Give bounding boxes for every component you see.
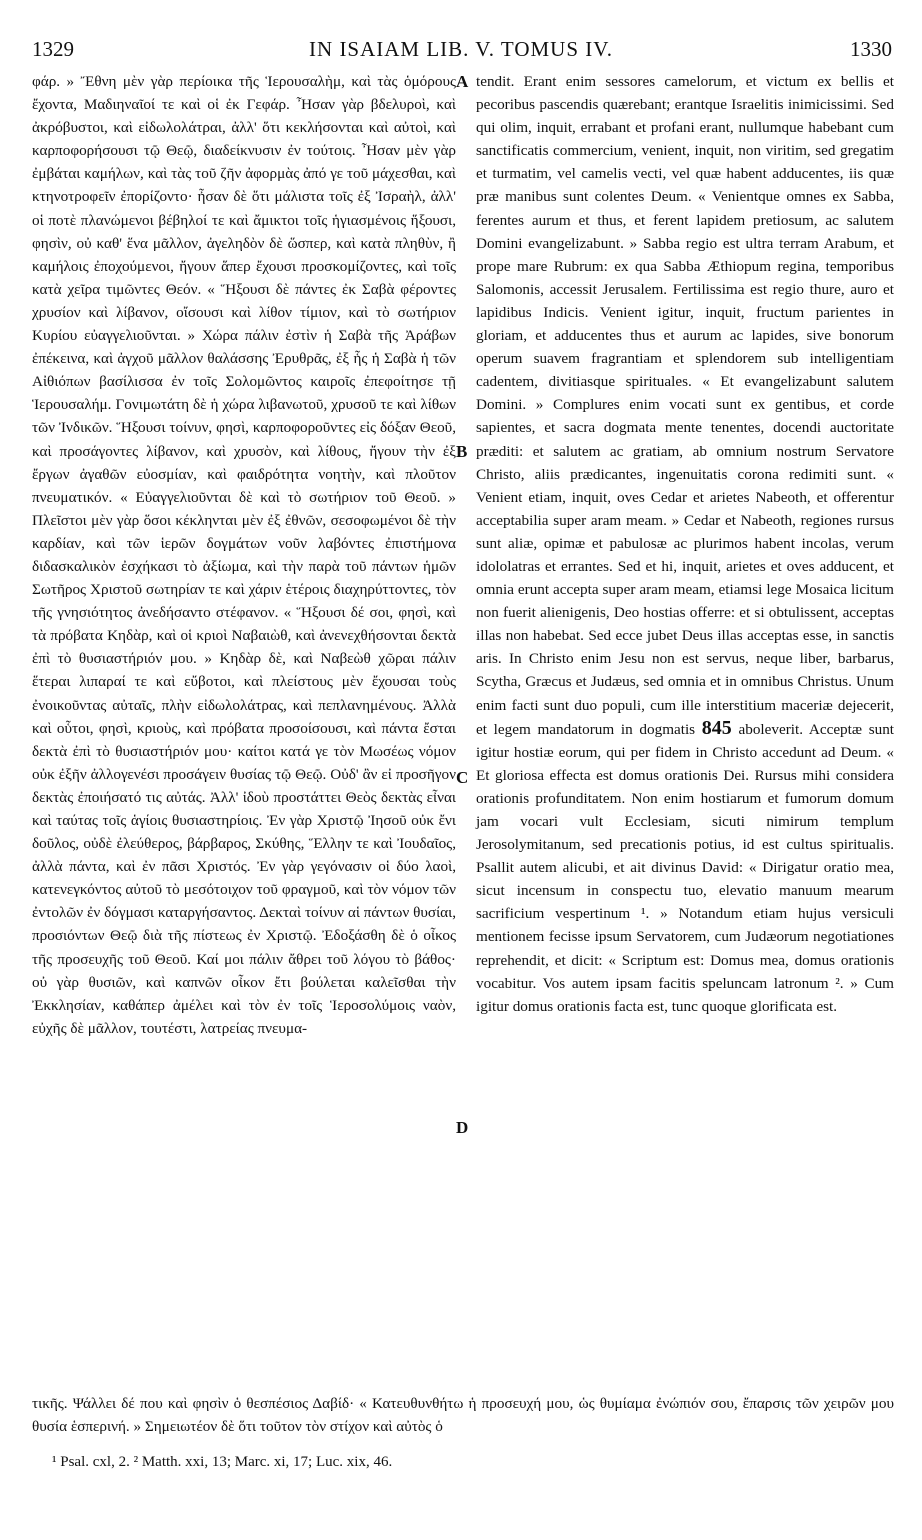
footnotes: ¹ Psal. cxl, 2. ² Matth. xxi, 13; Marc. xi, 17; Luc. xix, 46. [52,1454,393,1470]
greek-text: φάρ. » Ἔθνη μὲν γὰρ περίοικα τῆς Ἱερουσαλὴμ, καὶ τὰς ὁμόρους ἔχοντα, Μαδιηναῖοί τε καὶ οἱ ἐκ Γεφάρ. Ἦσαν γὰρ βδελυροὶ, καὶ ἀκρόβυστοι, καὶ εἰδωλολάτραι, ἀλλ' ὅτι κεκλήσονται καὶ αὐτοὶ, καὶ καρποφορήσουσι τῷ Θεῷ, διαδείκνυσιν ἐν τούτοις. Ἦσαν μὲν γὰρ ἐμβάται καμήλων, καὶ τὰς τοῦ ζῆν ἀφορμὰς ἀπό γε τοῦ μάχεσθαι, καὶ κτηνοτροφεῖν ἐπορίζοντο· ἦσαν δὲ ὅτι μάλιστα τοῖς ἐξ Ἰσραὴλ, ἀλλ' οἱ ποτὲ πλανώμενοι βέβηλοί τε καὶ ἄμικτοι τοῖς ἡγιασμένοις ἥξουσι, φησὶν, οὐ καθ' ἕνα μᾶλλον, ἀγεληδὸν δὲ ὥσπερ, καὶ κατὰ πληθὺν, ἢ καμήλοις ἐποχούμενοι, ἤγουν ἅπερ ἔχουσι προσκομίζοντες, καὶ τοῖς κατὰ χεῖρα τιμῶντες Θεόν. « Ἥξουσι δὲ πάντες ἐκ Σαβὰ φέροντες χρυσίον καὶ λίβανον, οἴσουσι καὶ λίθον τίμιον, καὶ τὸ σωτήριον Κυρίου εὐαγγελιοῦνται. » Χώρα πάλιν ἐστὶν ἡ Σαβὰ τῆς Ἀράβων ἐπέκεινα, καὶ ἀγχοῦ μᾶλλον θαλάσσης Ἐρυθρᾶς, ἐξ ἧς ἡ Σαβὰ ἡ τῶν Αἰθιόπων βασίλισσα ἐν τοῖς Σολομῶντος καιροῖς ἐπεφοίτησε τῇ Ἱερουσαλήμ. Γονιμωτάτη δὲ ἡ χώρα λιβανωτοῦ, χρυσοῦ τε καὶ λίθων τῶν Ἰνδικῶν. Ἥξουσι τοίνυν, φησὶ, καρποφοροῦντες εἰς δόξαν Θεοῦ, καὶ προσάγοντες λίβανον, καὶ χρυσὸν, καὶ λίθους, ἤγουν τὴν ἐξ ἔργων ἀγαθῶν εὐοσμίαν, καὶ φαιδρότητα νοητὴν, καὶ πλοῦτον πνευματικόν. « Εὐαγγελιοῦνται δὲ καὶ τὸ σωτήριον τοῦ Θεοῦ. » Πλεῖστοι μὲν γὰρ ὅσοι κέκληνται μὲν ἐξ ἐθνῶν, σεσοφωμένοι δὲ τὴν καρδίαν, καὶ τῶν ἱερῶν δογμάτων νοῦν λαβόντες ἐπιστήμονα διδασκαλικὸν ἐσχήκασι τὸ ἀξίωμα, καὶ τὴν παρὰ τοῦ πάντων ἡμῶν Σωτῆρος Χριστοῦ σωτηρίαν τε καὶ χάριν ἑτέροις διαχηρύττοντες, τὸν τῆς γνησιότητος ἀνεδήσαντο στέφανον. « Ἥξουσι δέ σοι, φησὶ, καὶ τὰ πρόβατα Κηδὰρ, καὶ οἱ κριοὶ Ναβαιὼθ, καὶ ἀνενεχθήσονται δεκτὰ ἐπὶ τὸ θυσιαστήριόν μου. » Κηδὰρ δὲ, καὶ Ναβεὼθ χῶραι πάλιν ἕτεραι λιπαραί τε καὶ εὔβοτοι, καὶ πλείστους μὲν ἔχουσαι τοὺς ἐνοικοῦντας αὐταῖς, πλὴν εἰδωλολάτρας, καὶ πεπλανημένους. Ἀλλὰ καὶ οὗτοι, φησὶ, κριοὺς, καὶ πρόβατα προσοίσουσι, καὶ πάντα ἔσται δεκτὰ ἐπὶ τὸ θυσιαστήριόν μου· καίτοι κατά γε τὸν Μωσέως νόμον οὐκ ἐξῆν ἀλλογενέσι προσάγειν θυσίας τῷ Θεῷ. Οὐδ' ἂν εἰ προσῆγον δεκτὰς ἐποιήσατό τις αὐτάς. Ἀλλ' ἰδοὺ προστάττει Θεὸς δεκτὰς εἶναι καὶ ταύτας τοῖς ἁγίοις θυσιαστηρίοις. Ἐν γὰρ Χριστῷ Ἰησοῦ οὐκ ἔνι δοῦλος, οὐδὲ ἐλεύθερος, βάρβαρος, Σκύθης, Ἕλλην τε καὶ Ἰουδαῖος, ἀλλὰ πάντα, καὶ ἐν πᾶσι Χριστός. Ἐν γὰρ γεγόνασιν οἱ δύο λαοὶ, κατενεγκόντος αὐτοῦ τὸ μεσότοιχον τοῦ φραγμοῦ, καὶ τὸν νόμον τῶν ἐντολῶν ἐν δόγμασι καταργήσαντος. Δεκταὶ τοίνυν αἱ πάντων θυσίαι, προσιόντων Θεῷ διὰ τῆς πίστεως ἐν Χριστῷ. Ἐδοξάσθη δὲ ὁ οἶκος τῆς προσευχῆς τοῦ Θεοῦ. Καί μοι πάλιν ἄθρει τοῦ λόγου τὸ βάθος· οὐ γὰρ θυσιῶν, καὶ καπνῶν οἶκον ἔτι βούλεται καλεῖσθαι τὴν Ἐκκλησίαν, καθάπερ ἀμέλει καὶ τὸν ἐν τοῖς Ἱεροσολύμοις ναὸν, εὐχῆς δὲ μᾶλλον, τουτέστι, λατρείας πνευμα- [32,73,456,1037]
margin-marker-a: A [456,72,469,91]
page-number-left: 1329 [32,37,74,61]
margin-marker-c: C [456,768,469,787]
margin-marker-d: D [456,1118,469,1137]
page-number-right: 1330 [850,37,892,61]
latin-text [476,70,894,1018]
greek-continuation-text: τικῆς. Ψάλλει δέ που καὶ φησὶν ὁ θεσπέσιος Δαβίδ· « Κατευθυνθήτω ἡ προσευχή μου, ὡς θυμίαμα ἐνώπιόν σου, ἔπαρσις τῶν χειρῶν μου θυσία ἑσπερινή. » Σημειωτέον δὲ ὅτι τοῦτον τὸν στίχον καὶ αὐτὸς ὁ [32,1395,894,1436]
column-number-845: 845 [701,716,732,739]
latin-text-part-2: aboleverit. Acceptæ sunt igitur hostiæ eorum, qui per fidem in Christo accedunt ad Deum. « Et gloriosa effecta est domus orationis Dei. Rursus mihi considera orationis profunditatem. Non enim hostiarum et fumorum domum jam vocari vult Ecclesiam, sicuti nimirum templum Jerosolymitanum, sed precationis potius, id est cultus spiritualis. Psallit autem alicubi, et ait divinus David: « Dirigatur oratio mea, sicut incensum in conspectu tuo, elevatio manuum mearum sacrificium vespertinum ¹. » Notandum etiam hujus versiculi mentionem fecisse ipsum Servatorem, cum Judæorum negotiationes reprehendit, et dicit: « Scriptum est: Domus mea, domus orationis vocabitur. Vos autem ipsam facitis speluncam latronum ². » Cum igitur domus orationis facta est, tunc quoque glorificata est. [476,720,895,1015]
latin-text-part-1: tendit. Erant enim sessores camelorum, et victum ex bellis et pecoribus pascendis quærebant; erantque Israelitis inimicissimi. Sed qui olim, inquit, errabant et profani erant, nullumque habebant cum sanctificatis commercium, venient, inquit, non viritim, sed gregatim et turmatim, vel camelis vecti, vel quæ habent adducentes, iis quæ præ manibus sunt colentes Deum. « Venientque omnes ex Sabba, ferentes aurum et thus, et ferent lapidem pretiosum, ac salutem Domini evangelizabunt. » Sabba regio est ultra terram Arabum, et prope mare Rubrum: ex qua Sabba Æthiopum regina, temporibus Salomonis, accessit Jerusalem. Fertilissima est regio thure, auro et lapidibus Indicis. Venient igitur, inquit, fructum parientes in gloriam, et adducentes thus et aurum ac lapides, sive bonorum operum suavem fragrantiam et splendorem sub intelligentiam cadentem, divitiasque spirituales. « Et evangelizabunt salutem Domini. » Complures enim vocati sunt ex gentibus, et corde sapientes, et sacra dogmata mente tenentes, docendi auctoritate præditi: et salutem ac gratiam, ab omnium nostrum Servatore Christo, aliis prædicantes, ingenuitatis corona redimiti sunt. « Venient etiam, inquit, oves Cedar et arietes Nabeoth, et offerentur acceptabilia super aram meam. » Cedar et Nabeoth, regiones rursus sunt aliæ, opimæ et pabulosæ ac plurimos habent incolas, verum idololatras et errantes. Sed et hi, inquit, arietes et oves adducent, et omnia erunt accepta super aram meam, etiamsi lege Mosaica licitum non fuerit alienigenis, Deo hostias offerre: et si obtulissent, acceptas illas non habebat. Sed ecce jubet Deus illas acceptas esse, in sanctis aris. In Christo enim Jesu non est servus, neque liber, barbarus, Scytha, Græcus et Judæus, sed omnia et in omnibus Christus. Unum enim facti sunt duo populi, cum ille interstitium maceriæ dejecerit, et legem mandatorum in dogmatis [476,73,894,738]
margin-marker-b: B [456,442,468,461]
running-title: IN ISAIAM LIB. V. TOMUS IV. [309,37,613,61]
latin-column [476,70,894,1018]
greek-column [32,70,456,1040]
greek-continuation [32,1392,894,1438]
